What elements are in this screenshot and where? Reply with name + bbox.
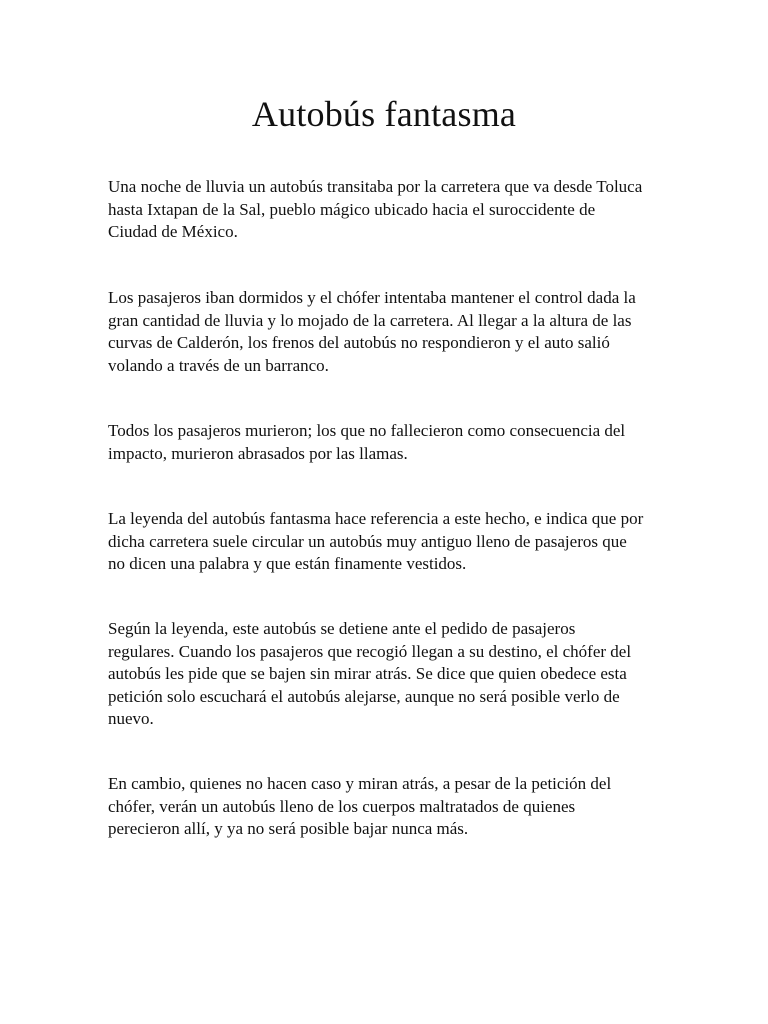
paragraph-line: regulares. Cuando los pasajeros que recogió llegan a su destino, el chófer del bbox=[108, 641, 632, 661]
paragraph-line: Todos los pasajeros murieron; los que no fallecieron como consecuencia del bbox=[108, 421, 626, 440]
paragraph-line: no dicen una palabra y que están finamente vestidos. bbox=[108, 554, 467, 573]
paragraph-2 bbox=[108, 287, 688, 377]
paragraph-line: volando a través de un barranco. bbox=[108, 355, 329, 375]
paragraph-line: nuevo. bbox=[108, 709, 154, 728]
paragraph-line: Una noche de lluvia un autobús transitaba por la carretera que va desde Toluca bbox=[108, 177, 643, 196]
paragraph-3 bbox=[108, 420, 688, 465]
paragraph-line: gran cantidad de lluvia y lo mojado de la carretera. Al llegar a la altura de las bbox=[108, 310, 632, 330]
paragraph-5 bbox=[108, 618, 688, 731]
paragraph-line: En cambio, quienes no hacen caso y miran atrás, a pesar de la petición del bbox=[108, 774, 612, 793]
paragraph-4 bbox=[108, 508, 688, 576]
paragraph-1 bbox=[108, 176, 688, 244]
paragraph-line: dicha carretera suele circular un autobús muy antiguo lleno de pasajeros que bbox=[108, 531, 627, 551]
paragraph-line: chófer, verán un autobús lleno de los cuerpos maltratados de quienes bbox=[108, 796, 576, 816]
paragraph-line: Según la leyenda, este autobús se detiene ante el pedido de pasajeros bbox=[108, 619, 576, 638]
paragraph-line: Ciudad de México. bbox=[108, 222, 238, 241]
paragraph-line: curvas de Calderón, los frenos del autobús no respondieron y el auto salió bbox=[108, 333, 610, 352]
paragraph-line: autobús les pide que se bajen sin mirar atrás. Se dice que quien obedece esta bbox=[108, 664, 627, 683]
paragraph-line: hasta Ixtapan de la Sal, pueblo mágico ubicado hacia el suroccidente de bbox=[108, 199, 596, 219]
paragraph-line: La leyenda del autobús fantasma hace referencia a este hecho, e indica que por bbox=[108, 509, 644, 528]
document-title: Autobús fantasma bbox=[251, 94, 517, 134]
paragraph-line: petición solo escuchará el autobús alejarse, aunque no será posible verlo de bbox=[108, 686, 620, 706]
paragraph-6 bbox=[108, 773, 688, 841]
paragraph-line: impacto, murieron abrasados por las llamas. bbox=[108, 443, 408, 463]
paragraph-line: perecieron allí, y ya no será posible bajar nunca más. bbox=[108, 819, 469, 838]
paragraph-line: Los pasajeros iban dormidos y el chófer intentaba mantener el control dada la bbox=[108, 288, 636, 307]
